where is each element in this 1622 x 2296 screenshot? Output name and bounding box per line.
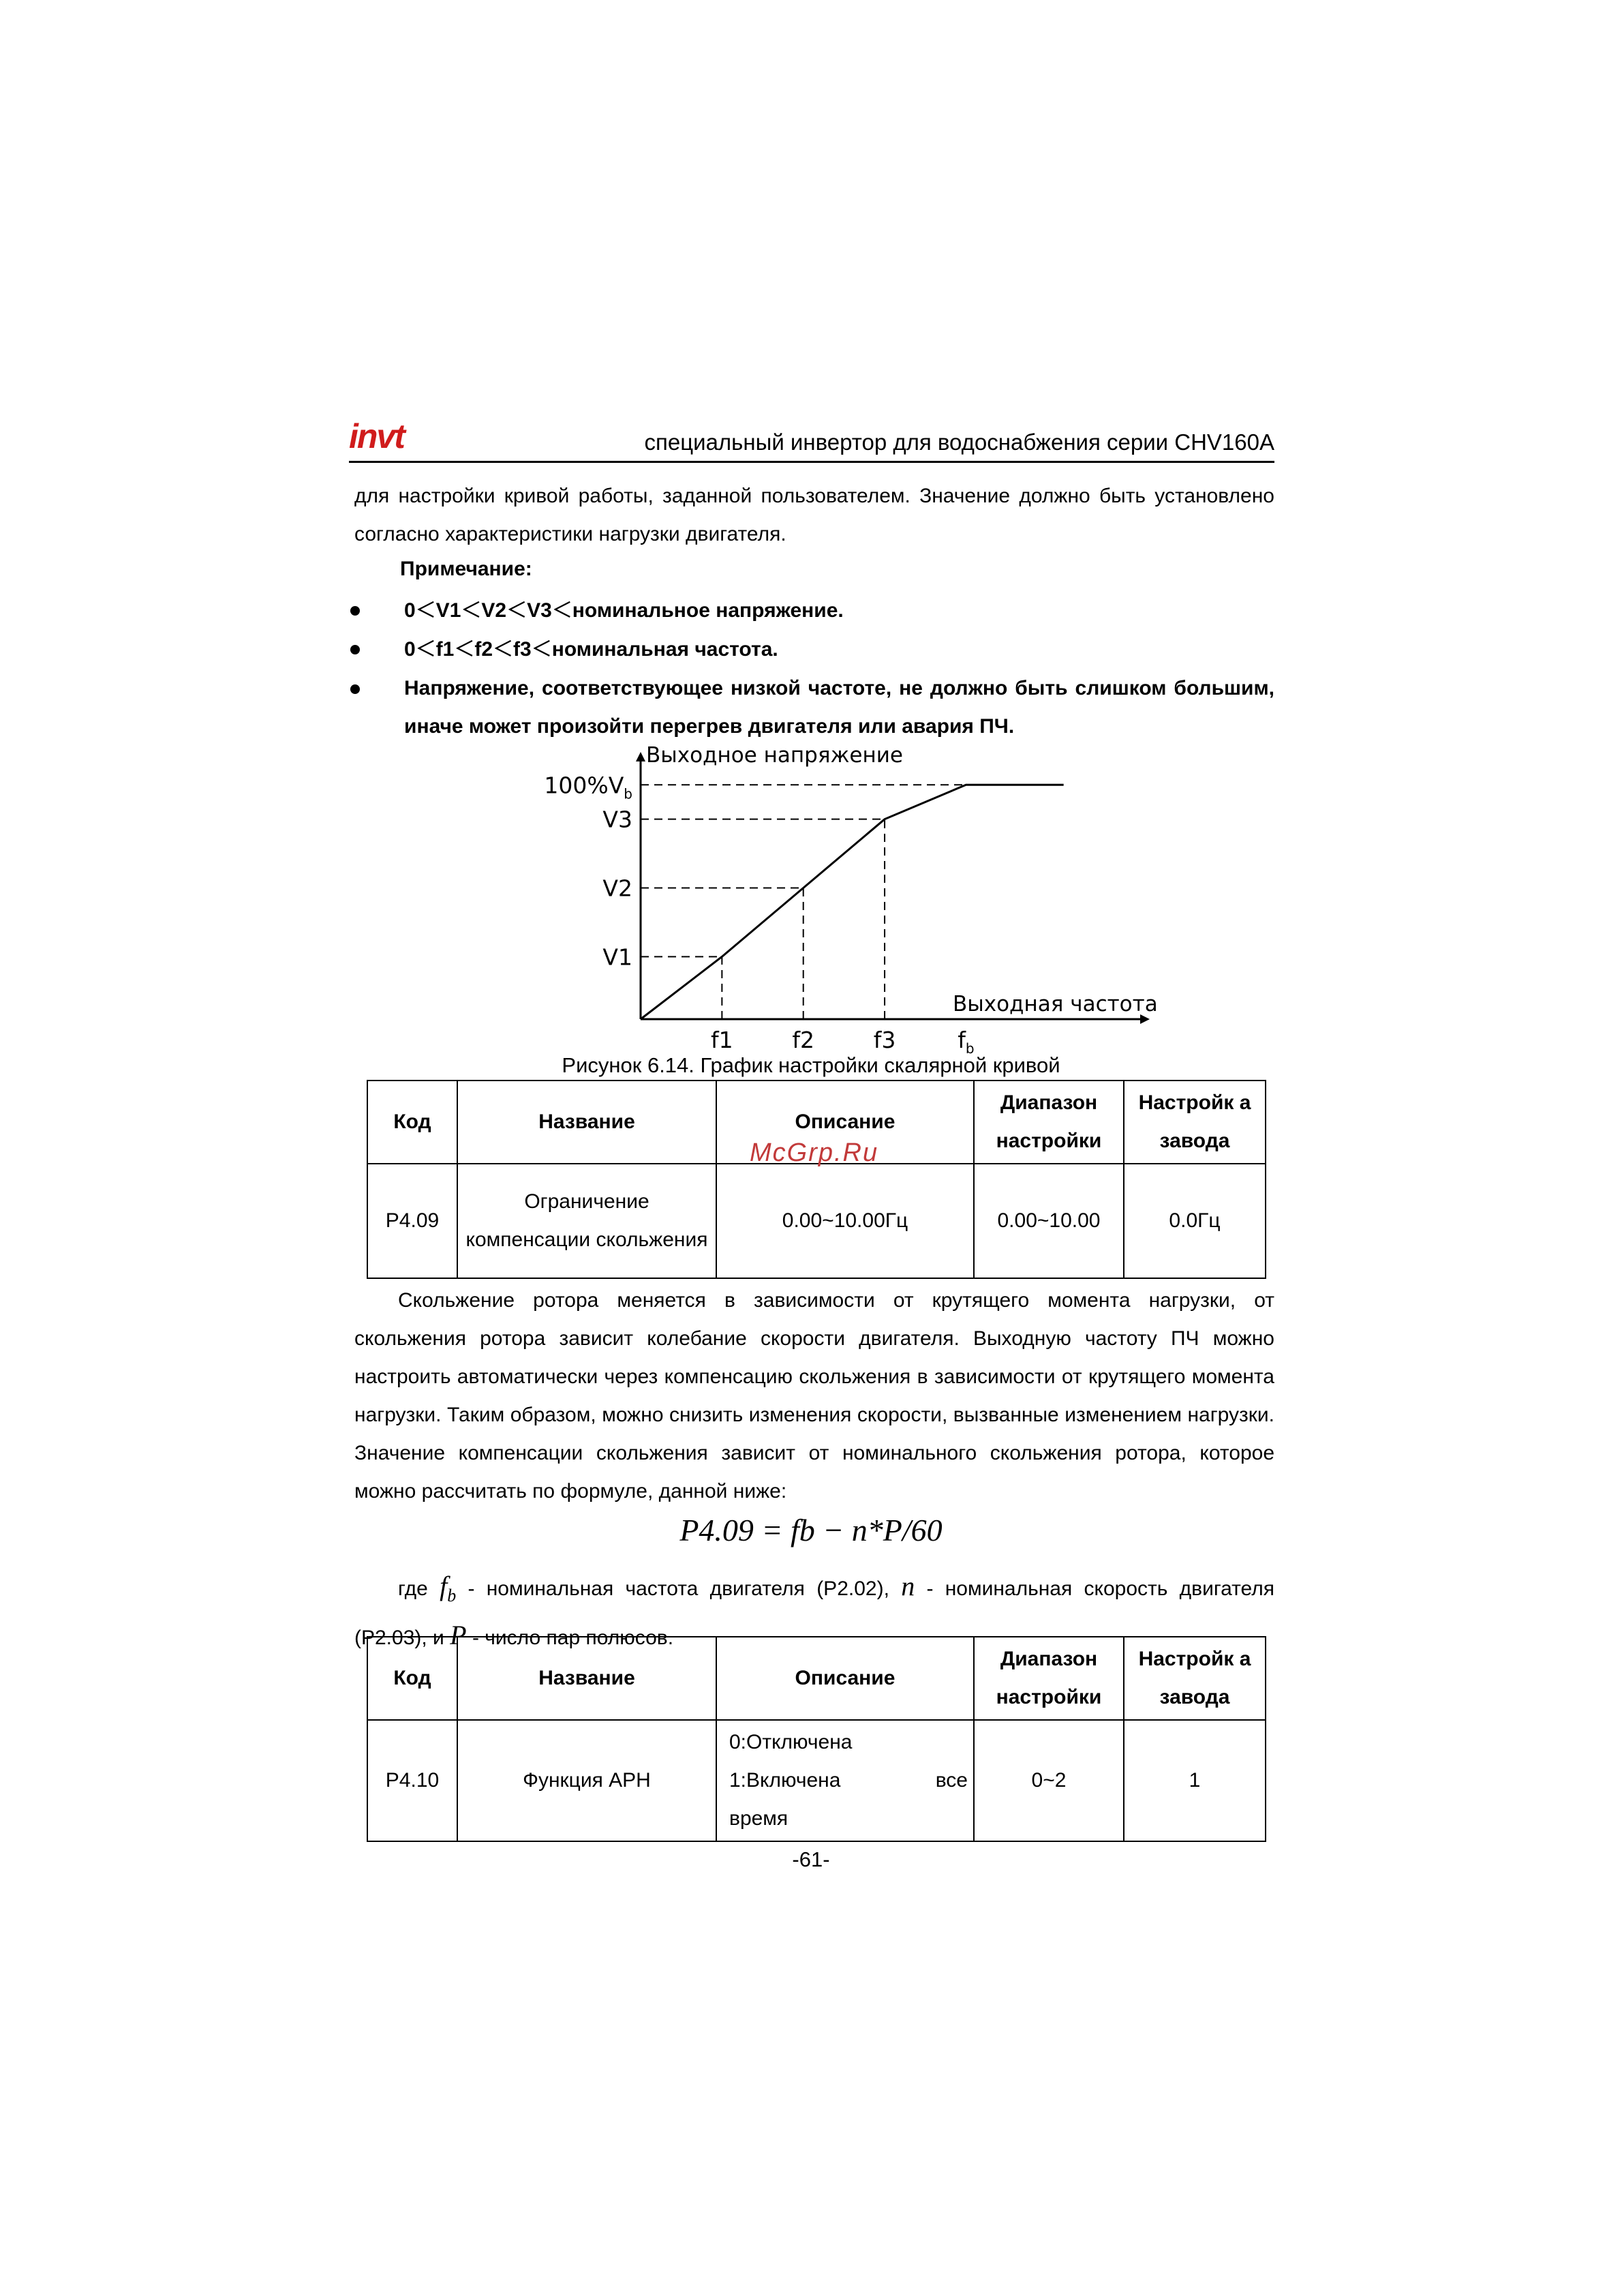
watermark: McGrp.Ru [750, 1138, 879, 1167]
brand-logo [349, 419, 404, 453]
x-tick-label: f1 [711, 1027, 733, 1053]
y-tick-label: V3 [602, 806, 632, 833]
col-header-desc: Описание [716, 1081, 974, 1164]
brand-logo-text: invt [349, 417, 404, 455]
x-tick-label: f3 [873, 1027, 896, 1053]
symbol-f: f [440, 1571, 448, 1601]
desc-line-2a: 1:Включена [729, 1769, 841, 1792]
col-header-code: Код [367, 1081, 457, 1164]
y-axis-label: Выходное напряжение [646, 743, 903, 768]
desc-line-1: 0:Отключена [729, 1731, 853, 1753]
where-text-2: - номинальная скорость двигателя (P2.03), и [354, 1577, 1274, 1649]
table-header-row [367, 1637, 1266, 1720]
x-tick-label: f2 [792, 1027, 815, 1053]
table-row [367, 1720, 1266, 1841]
cell-default: 0.0Гц [1124, 1164, 1266, 1278]
col-header-name: Название [457, 1637, 716, 1720]
col-header-code: Код [367, 1637, 457, 1720]
formula: P4.09 = fb − n*P/60 [679, 1513, 943, 1547]
where-text-1: - номинальная частота двигателя (P2.02), [468, 1577, 889, 1600]
desc-line-3: время [729, 1807, 789, 1830]
y-tick-label: V1 [602, 943, 632, 971]
y-tick-label: V2 [602, 875, 632, 902]
note-bullet-1: 0＜V1＜V2＜V3＜номинальное напряжение. [404, 599, 844, 622]
header-divider [349, 461, 1274, 463]
parameter-table-p410 [367, 1636, 1266, 1842]
symbol-n: n [901, 1571, 915, 1601]
note-title: Примечание: [400, 558, 532, 580]
note-bullet-3: Напряжение, соответствующее низкой частоте, не должно быть слишком большим, иначе может произойти перегрев двигателя или авария ПЧ. [404, 677, 1274, 738]
bullet-icon [350, 645, 360, 654]
parameter-table-p409 [367, 1080, 1266, 1279]
cell-range: 0.00~10.00 [974, 1164, 1124, 1278]
y-tick-label: $100\%V_b$ [544, 772, 632, 802]
col-header-desc: Описание [716, 1637, 974, 1720]
vf-curve-svg [532, 740, 1172, 1074]
page-number: -61- [792, 1847, 830, 1871]
header-title: специальный инвертор для водоснабжения серии CHV160A [644, 429, 1274, 455]
figure-caption: Рисунок 6.14. График настройки скалярной кривой [562, 1053, 1060, 1077]
symbol-p: P [450, 1620, 467, 1650]
bullet-icon [350, 606, 360, 616]
x-axis-label: Выходная частота [953, 992, 1158, 1016]
symbol-f-sub: b [447, 1586, 457, 1605]
symbol-fb [440, 1571, 457, 1605]
col-header-default: Настройк а завода [1124, 1081, 1266, 1164]
x-tick-label: $f_b$ [958, 1027, 975, 1057]
where-pre: где [398, 1577, 428, 1600]
cell-code: P4.09 [367, 1164, 457, 1278]
cell-name: Ограничение компенсации скольжения [457, 1164, 716, 1278]
intro-paragraph: для настройки кривой работы, заданной пользователем. Значение должно быть установлено согласно характеристики нагрузки двигателя. [354, 485, 1274, 545]
cell-code: P4.10 [367, 1720, 457, 1841]
cell-desc: 0.00~10.00Гц [716, 1164, 974, 1278]
bullet-icon [350, 684, 360, 694]
where-text-3: - число пар полюсов. [472, 1627, 674, 1649]
vf-curve-chart [532, 740, 1172, 1074]
series-line [641, 785, 1064, 1019]
cell-name: Функция АРН [457, 1720, 716, 1841]
cell-default: 1 [1124, 1720, 1266, 1841]
col-header-range: Диапазон настройки [974, 1081, 1124, 1164]
cell-range: 0~2 [974, 1720, 1124, 1841]
col-header-default: Настройк а завода [1124, 1637, 1266, 1720]
note-bullet-2: 0＜f1＜f2＜f3＜номинальная частота. [404, 638, 778, 661]
col-header-range: Диапазон настройки [974, 1637, 1124, 1720]
col-header-name: Название [457, 1081, 716, 1164]
table-row [367, 1164, 1266, 1278]
slip-paragraph: Скольжение ротора меняется в зависимости от крутящего момента нагрузки, от скольжения ротора зависит колебание скорости двигателя. Выходную частоту ПЧ можно настроить автоматически через компенсацию скольжения в зависимости от крутящего момента нагрузки. Таким образом, можно снизить изменения скорости, вызванные изменением нагрузки. Значение компенсации скольжения зависит от номинального скольжения ротора, которое можно рассчитать по формуле, данной ниже: [354, 1289, 1274, 1502]
cell-desc [716, 1720, 974, 1841]
desc-line-2b: все [935, 1769, 968, 1792]
desc-line-2 [729, 1762, 968, 1800]
